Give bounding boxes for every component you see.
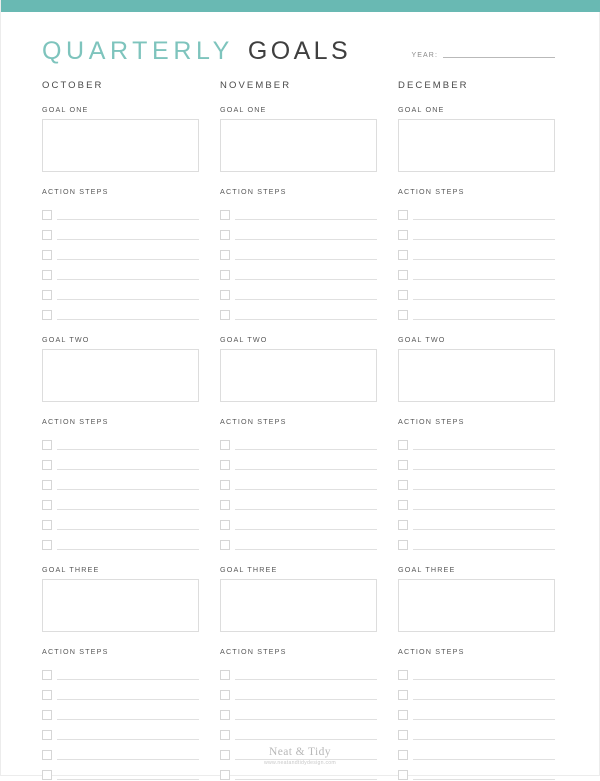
action-step-row	[398, 301, 555, 321]
checkbox-icon[interactable]	[398, 770, 408, 780]
checkbox-icon[interactable]	[42, 290, 52, 300]
action-steps-list	[42, 431, 199, 551]
action-step-write-line[interactable]	[57, 219, 199, 220]
checkbox-icon[interactable]	[42, 710, 52, 720]
action-step-write-line[interactable]	[413, 739, 555, 740]
action-steps-label: ACTION STEPS	[42, 187, 109, 196]
action-step-write-line[interactable]	[57, 779, 199, 780]
goal-input-box[interactable]	[220, 349, 377, 402]
action-step-write-line[interactable]	[57, 489, 199, 490]
action-steps-list	[398, 201, 555, 321]
action-step-write-line[interactable]	[413, 529, 555, 530]
action-steps-label: ACTION STEPS	[398, 187, 465, 196]
goal-input-box[interactable]	[220, 119, 377, 172]
checkbox-icon[interactable]	[220, 710, 230, 720]
action-step-write-line[interactable]	[235, 219, 377, 220]
action-step-write-line[interactable]	[235, 299, 377, 300]
action-step-write-line[interactable]	[57, 699, 199, 700]
goal-group	[42, 105, 199, 321]
action-step-write-line[interactable]	[413, 469, 555, 470]
action-step-write-line[interactable]	[413, 299, 555, 300]
checkbox-icon[interactable]	[220, 500, 230, 510]
action-step-row	[220, 221, 377, 241]
checkbox-icon[interactable]	[220, 290, 230, 300]
action-step-write-line[interactable]	[57, 449, 199, 450]
checkbox-icon[interactable]	[220, 730, 230, 740]
action-step-write-line[interactable]	[413, 549, 555, 550]
checkbox-icon[interactable]	[220, 250, 230, 260]
checkbox-icon[interactable]	[220, 480, 230, 490]
action-steps-list	[42, 201, 199, 321]
action-step-write-line[interactable]	[57, 299, 199, 300]
goal-label: GOAL ONE	[42, 105, 89, 114]
action-step-write-line[interactable]	[57, 239, 199, 240]
goal-label: GOAL THREE	[42, 565, 100, 574]
goal-group	[398, 335, 555, 551]
goal-label: GOAL THREE	[398, 565, 456, 574]
action-step-row	[42, 451, 199, 471]
action-step-row	[220, 511, 377, 531]
action-step-row	[398, 451, 555, 471]
checkbox-icon[interactable]	[398, 520, 408, 530]
action-step-row	[42, 471, 199, 491]
action-step-write-line[interactable]	[235, 449, 377, 450]
action-step-row	[398, 661, 555, 681]
checkbox-icon[interactable]	[398, 210, 408, 220]
checkbox-icon[interactable]	[42, 230, 52, 240]
action-step-write-line[interactable]	[413, 779, 555, 780]
action-step-row	[42, 661, 199, 681]
action-step-row	[398, 261, 555, 281]
action-step-row	[220, 721, 377, 741]
action-step-row	[220, 301, 377, 321]
month-title: NOVEMBER	[220, 80, 292, 91]
action-step-row	[220, 681, 377, 701]
goal-input-box[interactable]	[398, 349, 555, 402]
action-step-row	[220, 451, 377, 471]
action-step-row	[220, 281, 377, 301]
goal-input-box[interactable]	[398, 119, 555, 172]
checkbox-icon[interactable]	[42, 730, 52, 740]
action-step-row	[220, 491, 377, 511]
checkbox-icon[interactable]	[220, 230, 230, 240]
checkbox-icon[interactable]	[398, 670, 408, 680]
checkbox-icon[interactable]	[398, 730, 408, 740]
action-step-row	[398, 201, 555, 221]
checkbox-icon[interactable]	[220, 440, 230, 450]
action-step-row	[42, 511, 199, 531]
goal-input-box[interactable]	[398, 579, 555, 632]
checkbox-icon[interactable]	[220, 540, 230, 550]
goal-label: GOAL ONE	[220, 105, 267, 114]
action-step-row	[42, 261, 199, 281]
action-step-row	[398, 531, 555, 551]
checkbox-icon[interactable]	[42, 440, 52, 450]
action-step-write-line[interactable]	[235, 549, 377, 550]
action-step-row	[220, 661, 377, 681]
goal-group	[42, 335, 199, 551]
month-title: OCTOBER	[42, 80, 104, 91]
action-steps-label: ACTION STEPS	[398, 417, 465, 426]
action-step-row	[220, 241, 377, 261]
action-step-write-line[interactable]	[413, 699, 555, 700]
brand-url: www.neatandtidydesign.com	[264, 760, 336, 766]
checkbox-icon[interactable]	[220, 670, 230, 680]
checkbox-icon[interactable]	[42, 690, 52, 700]
action-step-write-line[interactable]	[57, 279, 199, 280]
action-steps-label: ACTION STEPS	[220, 647, 287, 656]
action-steps-label: ACTION STEPS	[398, 647, 465, 656]
action-step-write-line[interactable]	[235, 259, 377, 260]
month-column-november	[220, 80, 377, 781]
action-step-row	[42, 721, 199, 741]
action-step-write-line[interactable]	[235, 469, 377, 470]
action-steps-label: ACTION STEPS	[42, 647, 109, 656]
checkbox-icon[interactable]	[398, 500, 408, 510]
checkbox-icon[interactable]	[398, 480, 408, 490]
checkbox-icon[interactable]	[398, 230, 408, 240]
title-word-goals: GOALS	[247, 37, 352, 65]
action-step-write-line[interactable]	[235, 679, 377, 680]
accent-bar	[1, 0, 600, 12]
checkbox-icon[interactable]	[220, 210, 230, 220]
action-step-write-line[interactable]	[57, 469, 199, 470]
action-step-row	[42, 431, 199, 451]
goal-input-box[interactable]	[42, 349, 199, 402]
checkbox-icon[interactable]	[220, 690, 230, 700]
action-step-row	[398, 701, 555, 721]
action-step-write-line[interactable]	[57, 549, 199, 550]
checkbox-icon[interactable]	[398, 270, 408, 280]
action-step-row	[398, 281, 555, 301]
action-step-write-line[interactable]	[413, 509, 555, 510]
page-title	[42, 37, 351, 70]
checkbox-icon[interactable]	[398, 310, 408, 320]
action-step-row	[220, 531, 377, 551]
action-steps-label: ACTION STEPS	[42, 417, 109, 426]
checkbox-icon[interactable]	[220, 460, 230, 470]
action-step-write-line[interactable]	[413, 449, 555, 450]
page-header	[1, 12, 599, 70]
action-step-row	[42, 221, 199, 241]
goal-group	[220, 335, 377, 551]
checkbox-icon[interactable]	[220, 770, 230, 780]
action-step-write-line[interactable]	[235, 739, 377, 740]
action-step-row	[42, 241, 199, 261]
action-step-row	[42, 531, 199, 551]
action-step-row	[398, 511, 555, 531]
checkbox-icon[interactable]	[42, 460, 52, 470]
action-step-write-line[interactable]	[235, 489, 377, 490]
action-steps-list	[220, 201, 377, 321]
checkbox-icon[interactable]	[42, 540, 52, 550]
goal-label: GOAL TWO	[398, 335, 446, 344]
action-step-write-line[interactable]	[413, 259, 555, 260]
checkbox-icon[interactable]	[42, 210, 52, 220]
checkbox-icon[interactable]	[398, 710, 408, 720]
checkbox-icon[interactable]	[398, 440, 408, 450]
action-step-row	[42, 301, 199, 321]
checkbox-icon[interactable]	[42, 310, 52, 320]
checkbox-icon[interactable]	[398, 250, 408, 260]
action-step-row	[42, 681, 199, 701]
checkbox-icon[interactable]	[398, 290, 408, 300]
month-columns	[1, 70, 599, 781]
checkbox-icon[interactable]	[398, 460, 408, 470]
action-step-row	[42, 701, 199, 721]
action-step-write-line[interactable]	[235, 279, 377, 280]
action-step-write-line[interactable]	[235, 509, 377, 510]
action-step-write-line[interactable]	[413, 219, 555, 220]
month-title: DECEMBER	[398, 80, 469, 91]
goal-group	[220, 105, 377, 321]
action-step-row	[42, 491, 199, 511]
action-steps-list	[220, 431, 377, 551]
action-step-write-line[interactable]	[235, 239, 377, 240]
goal-input-box[interactable]	[42, 119, 199, 172]
action-step-write-line[interactable]	[235, 779, 377, 780]
action-step-row	[398, 221, 555, 241]
goal-label: GOAL TWO	[220, 335, 268, 344]
goal-label: GOAL TWO	[42, 335, 90, 344]
month-column-october	[42, 80, 199, 781]
action-step-row	[398, 241, 555, 261]
action-step-write-line[interactable]	[57, 679, 199, 680]
year-write-line[interactable]	[443, 57, 555, 58]
action-step-row	[220, 261, 377, 281]
action-step-write-line[interactable]	[57, 529, 199, 530]
action-step-row	[398, 721, 555, 741]
action-step-write-line[interactable]	[235, 719, 377, 720]
action-step-row	[220, 701, 377, 721]
title-word-quarterly: QUARTERLY	[42, 37, 234, 65]
brand-name: Neat & Tidy	[269, 746, 331, 758]
action-step-row	[398, 491, 555, 511]
checkbox-icon[interactable]	[42, 500, 52, 510]
action-step-write-line[interactable]	[57, 509, 199, 510]
checkbox-icon[interactable]	[220, 310, 230, 320]
action-step-row	[398, 431, 555, 451]
action-step-row	[220, 471, 377, 491]
goal-label: GOAL ONE	[398, 105, 445, 114]
action-step-write-line[interactable]	[413, 679, 555, 680]
checkbox-icon[interactable]	[220, 270, 230, 280]
action-step-write-line[interactable]	[413, 319, 555, 320]
action-step-write-line[interactable]	[413, 489, 555, 490]
checkbox-icon[interactable]	[220, 520, 230, 530]
action-step-write-line[interactable]	[235, 699, 377, 700]
month-column-december	[398, 80, 555, 781]
action-step-write-line[interactable]	[413, 719, 555, 720]
action-step-row	[220, 431, 377, 451]
checkbox-icon[interactable]	[42, 670, 52, 680]
checkbox-icon[interactable]	[42, 520, 52, 530]
year-field[interactable]	[411, 52, 555, 60]
action-steps-list	[398, 431, 555, 551]
action-steps-label: ACTION STEPS	[220, 417, 287, 426]
action-step-write-line[interactable]	[235, 319, 377, 320]
action-steps-label: ACTION STEPS	[220, 187, 287, 196]
checkbox-icon[interactable]	[398, 540, 408, 550]
goal-input-box[interactable]	[220, 579, 377, 632]
goal-input-box[interactable]	[42, 579, 199, 632]
action-step-write-line[interactable]	[57, 719, 199, 720]
checkbox-icon[interactable]	[42, 770, 52, 780]
action-step-write-line[interactable]	[413, 239, 555, 240]
action-step-row	[398, 681, 555, 701]
checkbox-icon[interactable]	[42, 270, 52, 280]
action-step-write-line[interactable]	[57, 319, 199, 320]
action-step-row	[42, 201, 199, 221]
checkbox-icon[interactable]	[398, 690, 408, 700]
action-step-write-line[interactable]	[57, 259, 199, 260]
action-step-write-line[interactable]	[235, 529, 377, 530]
action-step-row	[398, 471, 555, 491]
goal-label: GOAL THREE	[220, 565, 278, 574]
checkbox-icon[interactable]	[42, 250, 52, 260]
checkbox-icon[interactable]	[42, 480, 52, 490]
action-step-row	[220, 201, 377, 221]
goal-group	[398, 105, 555, 321]
action-step-write-line[interactable]	[413, 279, 555, 280]
year-label: YEAR:	[411, 52, 438, 59]
action-step-row	[42, 281, 199, 301]
action-step-write-line[interactable]	[57, 739, 199, 740]
page-footer	[1, 746, 599, 766]
